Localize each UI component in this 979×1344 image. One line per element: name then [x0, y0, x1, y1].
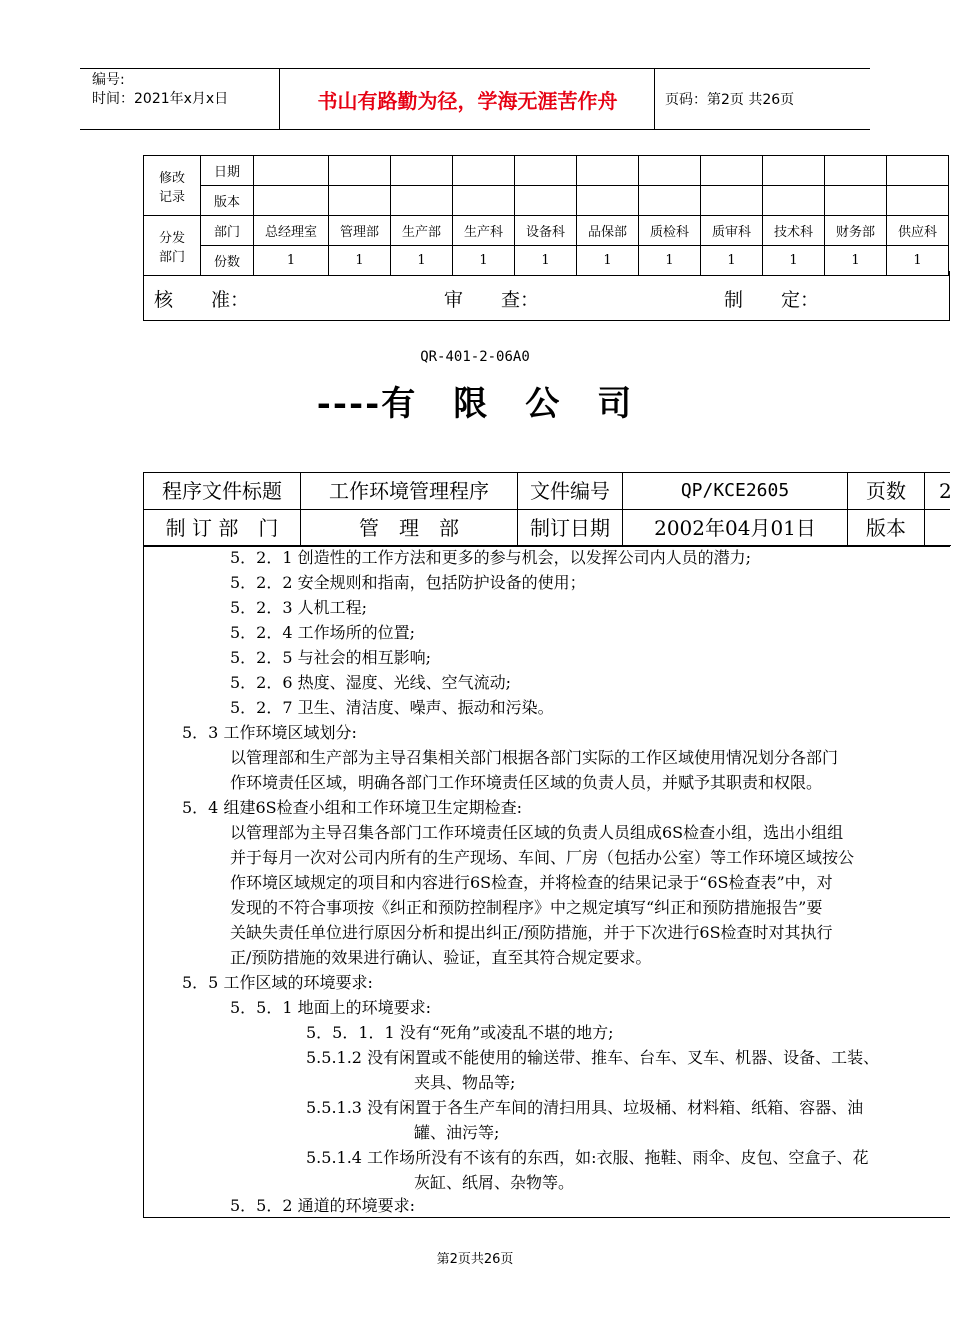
copies-label: 份数	[201, 246, 254, 276]
date-value: 2002年04月01日	[654, 516, 816, 540]
date-cell	[329, 156, 391, 186]
number-value: QP/KCE2605	[680, 480, 790, 501]
body-line: 作环境区域规定的项目和内容进行6S检查，并将检查的结果记录于“6S检查表”中，对	[230, 873, 833, 892]
date-cell	[701, 156, 763, 186]
revision-label-line2: 记录	[158, 189, 185, 205]
header-motto: 书山有路勤为径，学海无涯苦作舟	[281, 69, 655, 129]
version-cell	[701, 186, 763, 216]
form-code: QR-401-2-06A0	[420, 349, 530, 365]
body-line: 以管理部和生产部为主导召集相关部门根据各部门实际的工作区域使用情况划分各部门	[230, 748, 839, 767]
dept-cell: 设备科	[515, 216, 577, 246]
version-cell	[763, 186, 825, 216]
copies-cell: 1	[329, 246, 391, 276]
revision-label-line1: 修改	[158, 170, 185, 186]
copies-cell: 1	[639, 246, 701, 276]
date-cell	[825, 156, 887, 186]
body-line: 发现的不符合事项按《纠正和预防控制程序》中之规定填写“纠正和预防措施报告”要	[230, 898, 823, 917]
dept-cell: 财务部	[825, 216, 887, 246]
dept-cell: 品保部	[577, 216, 639, 246]
copies-cell: 1	[515, 246, 577, 276]
dept-label: 部门	[201, 216, 254, 246]
body-line: 关缺失责任单位进行原因分析和提出纠正/预防措施，并于下次进行6S检查时对其执行	[230, 923, 833, 942]
revision-table	[143, 155, 949, 276]
title-value: 工作环境管理程序	[329, 479, 489, 503]
dept-cell: 质审科	[701, 216, 763, 246]
document-header-table	[143, 472, 950, 547]
distribution-label-line1: 分发	[158, 230, 185, 246]
body-line: 5.5.1.3 没有闲置于各生产车间的清扫用具、垃圾桶、材料箱、纸箱、容器、油	[306, 1098, 864, 1117]
date-cell	[391, 156, 453, 186]
revision-record-label	[144, 156, 201, 216]
prepare-label: 制 定：	[724, 289, 820, 311]
body-line: 罐、油污等;	[414, 1123, 500, 1142]
divider	[924, 473, 925, 545]
divider	[622, 473, 623, 545]
copies-cell: 1	[701, 246, 763, 276]
version-cell	[254, 186, 329, 216]
body-line: 5．5．1．1 没有“死角”或凌乱不堪的地方;	[306, 1023, 614, 1042]
date-cell	[639, 156, 701, 186]
header-page-code: 页码：第2页 共26页	[665, 92, 795, 108]
copies-cell: 1	[825, 246, 887, 276]
document-body	[143, 545, 950, 1218]
body-line: 作环境责任区域，明确各部门工作环境责任区域的负责人员，并赋予其职责和权限。	[230, 773, 823, 792]
body-line: 5．5 工作区域的环境要求:	[182, 973, 373, 992]
version-cell	[639, 186, 701, 216]
body-line: 正/预防措施的效果进行确认、验证，直至其符合规定要求。	[230, 948, 652, 967]
body-line: 以管理部为主导召集各部门工作环境责任区域的负责人员组成6S检查小组，选出小组组	[230, 823, 844, 842]
pages-label: 页数	[866, 479, 906, 503]
body-line: 5.5.1.2 没有闲置或不能使用的输送带、推车、台车、叉车、机器、设备、工装、	[306, 1048, 880, 1067]
dept-cell: 生产部	[391, 216, 453, 246]
body-line: 5．2．1 创造性的工作方法和更多的参与机会，以发挥公司内人员的潜力;	[230, 548, 752, 567]
date-cell	[763, 156, 825, 186]
body-line: 5．4 组建6S检查小组和工作环境卫生定期检查:	[182, 798, 522, 817]
date-label: 制订日期	[530, 516, 610, 540]
review-label: 审 查：	[444, 289, 540, 311]
date-cell	[577, 156, 639, 186]
header-meta	[80, 69, 280, 129]
pages-value: 2	[939, 479, 952, 503]
date-cell	[887, 156, 949, 186]
version-cell	[515, 186, 577, 216]
body-line: 夹具、物品等;	[414, 1073, 516, 1092]
dept-value: 管 理 部	[359, 516, 459, 540]
dept-cell: 供应科	[887, 216, 949, 246]
version-label: 版本	[201, 186, 254, 216]
copies-cell: 1	[391, 246, 453, 276]
body-line: 并于每月一次对公司内所有的生产现场、车间、厂房（包括办公室）等工作环境区域按公	[230, 848, 855, 867]
distribution-label-line2: 部门	[158, 249, 185, 265]
title-label: 程序文件标题	[162, 479, 282, 503]
body-line: 5．2．4 工作场所的位置;	[230, 623, 416, 642]
version-cell	[391, 186, 453, 216]
body-line: 5．3 工作环境区域划分:	[182, 723, 357, 742]
copies-cell: 1	[763, 246, 825, 276]
dept-cell: 生产科	[453, 216, 515, 246]
divider	[847, 473, 848, 545]
body-line: 5．2．6 热度、湿度、光线、空气流动;	[230, 673, 512, 692]
body-line: 5.5.1.4 工作场所没有不该有的东西，如:衣服、拖鞋、雨伞、皮包、空盒子、花	[306, 1148, 869, 1167]
body-line: 5．2．3 人机工程;	[230, 598, 368, 617]
body-line: 灰缸、纸屑、杂物等。	[414, 1173, 575, 1192]
body-line: 5．2．2 安全规则和指南，包括防护设备的使用；	[230, 573, 586, 592]
version-cell	[887, 186, 949, 216]
body-line: 5．5．2 通道的环境要求:	[230, 1196, 416, 1215]
approve-label: 核 准：	[154, 289, 250, 311]
approval-row	[143, 271, 950, 321]
number-label: 编号:	[92, 72, 125, 88]
dept-cell: 质检科	[639, 216, 701, 246]
body-line: 5．5．1 地面上的环境要求:	[230, 998, 432, 1017]
body-line: 5．2．5 与社会的相互影响;	[230, 648, 432, 667]
doc-header-row-2	[144, 510, 950, 546]
version-label: 版本	[866, 516, 906, 540]
page-footer: 第2页共26页	[436, 1252, 514, 1267]
date-cell	[453, 156, 515, 186]
divider	[517, 473, 518, 545]
copies-cell: 1	[887, 246, 949, 276]
version-cell	[577, 186, 639, 216]
version-cell	[825, 186, 887, 216]
dept-cell: 管理部	[329, 216, 391, 246]
copies-cell: 1	[453, 246, 515, 276]
dept-cell: 总经理室	[254, 216, 329, 246]
copies-cell: 1	[254, 246, 329, 276]
date-cell	[515, 156, 577, 186]
page-header	[80, 68, 870, 130]
doc-header-row-1	[144, 473, 950, 510]
version-cell	[453, 186, 515, 216]
time-label: 时间：2021年x月x日	[92, 91, 229, 107]
copies-cell: 1	[577, 246, 639, 276]
company-name: ----有 限 公 司	[316, 384, 634, 424]
dept-label: 制 订 部 门	[165, 516, 279, 540]
divider	[300, 473, 301, 545]
date-label: 日期	[201, 156, 254, 186]
date-cell	[254, 156, 329, 186]
version-cell	[329, 186, 391, 216]
number-label: 文件编号	[530, 479, 610, 503]
dept-cell: 技术科	[763, 216, 825, 246]
body-line: 5．2．7 卫生、清洁度、噪声、振动和污染。	[230, 698, 554, 717]
distribution-label	[144, 216, 201, 276]
